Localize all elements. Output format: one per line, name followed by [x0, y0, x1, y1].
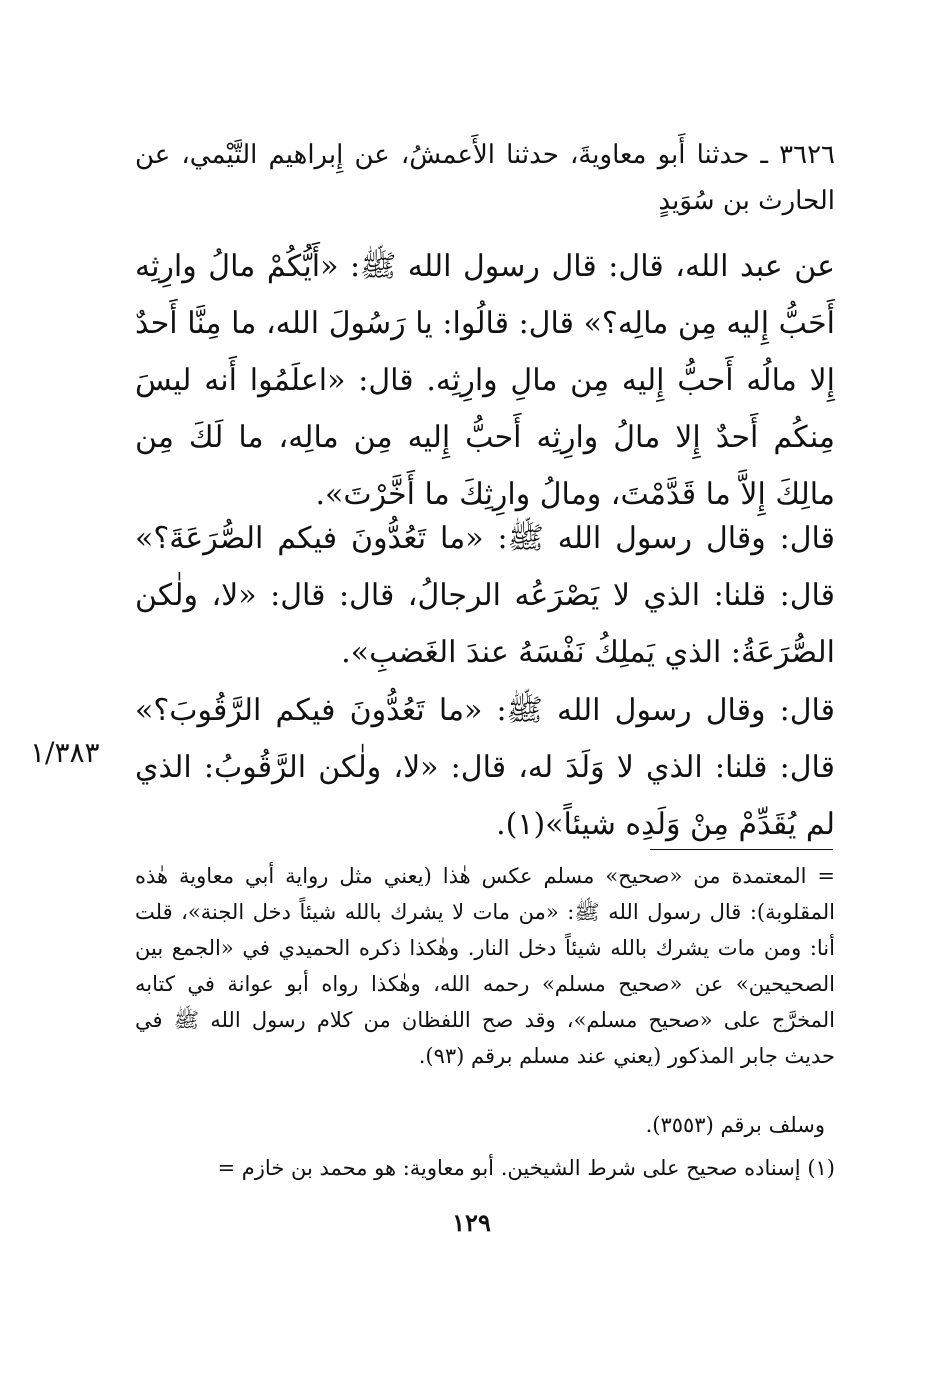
hadith-paragraph-2: قال: وقال رسول الله ﷺ: «ما تَعُدُّونَ فيكم الصُّرَعَةَ؟» قال: قلنا: الذي لا يَصْرَعُه الرجالُ، قال: قال: «لا، ولٰكن الصُّرَعَةُ: الذي يَملِكُ نَفْسَهُ عندَ الغَضبِ». — [135, 521, 835, 670]
hadith-paragraph-3: قال: وقال رسول الله ﷺ: «ما تَعُدُّونَ فيكم الرَّقُوبَ؟» قال: قلنا: الذي لا وَلَدَ له، قال: «لا، ولٰكن الرَّقُوبُ: الذي لم يُقَدِّمْ مِنْ وَلَدِه شيئاً»(١). — [135, 693, 835, 842]
footnote-continued: = المعتمدة من «صحيح» مسلم عكس هٰذا (يعني مثل رواية أبي معاوية هٰذه المقلوبة): قال رسول الله ﷺ: «من مات لا يشرك بالله شيئاً دخل الجنة»، قلت أنا: ومن مات يشرك بالله شيئاً دخل النار. وهٰكذا ذكره الحميدي في «الجمع بين الصحيحين» عن «صحيح مسلم» رحمه الله، وهٰكذا رواه أبو عوانة في كتابه المخرَّج على «صحيح مسلم»، وقد صح اللفظان من كلام رسول الله ﷺ في حديث جابر المذكور (يعني عند مسلم برقم (٩٣). — [135, 864, 835, 1068]
hadith-paragraph-1: عن عبد الله، قال: قال رسول الله ﷺ: «أَيُّكُمْ مالُ وارِثِه أَحَبُّ إِليه مِن مالِه؟» قال: قالُوا: يا رَسُولَ الله، ما مِنَّا أَحدٌ إِلا مالُه أَحبُّ إِليه مِن مالِ وارِثِه. قال: «اعلَمُوا أَنه ليسَ مِنكُم أَحدٌ إِلا مالُ وارِثِه أَحبُّ إِليه مِن مالِه، ما لَكَ مِن مالِكَ إِلاَّ ما قَدَّمْتَ، ومالُ وارِثِكَ ما أَخَّرْتَ». — [135, 249, 835, 512]
footnote-see-also: وسلف برقم (٣٥٥٣). — [645, 1113, 825, 1137]
margin-volume-page-reference: ١/٣٨٣ — [30, 736, 100, 769]
footnote-divider — [650, 849, 833, 850]
page-number: ١٢٩ — [452, 1208, 491, 1237]
footnote-1: (١) إسناده صحيح على شرط الشيخين. أبو معاوية: هو محمد بن خازم = — [217, 1156, 835, 1180]
hadith-isnad-header: ٣٦٢٦ ـ حدثنا أَبو معاويةَ، حدثنا الأَعمشُ، عن إِبراهيم التَّيْمي، عن الحارث بن سُوَيدٍ — [135, 140, 835, 216]
